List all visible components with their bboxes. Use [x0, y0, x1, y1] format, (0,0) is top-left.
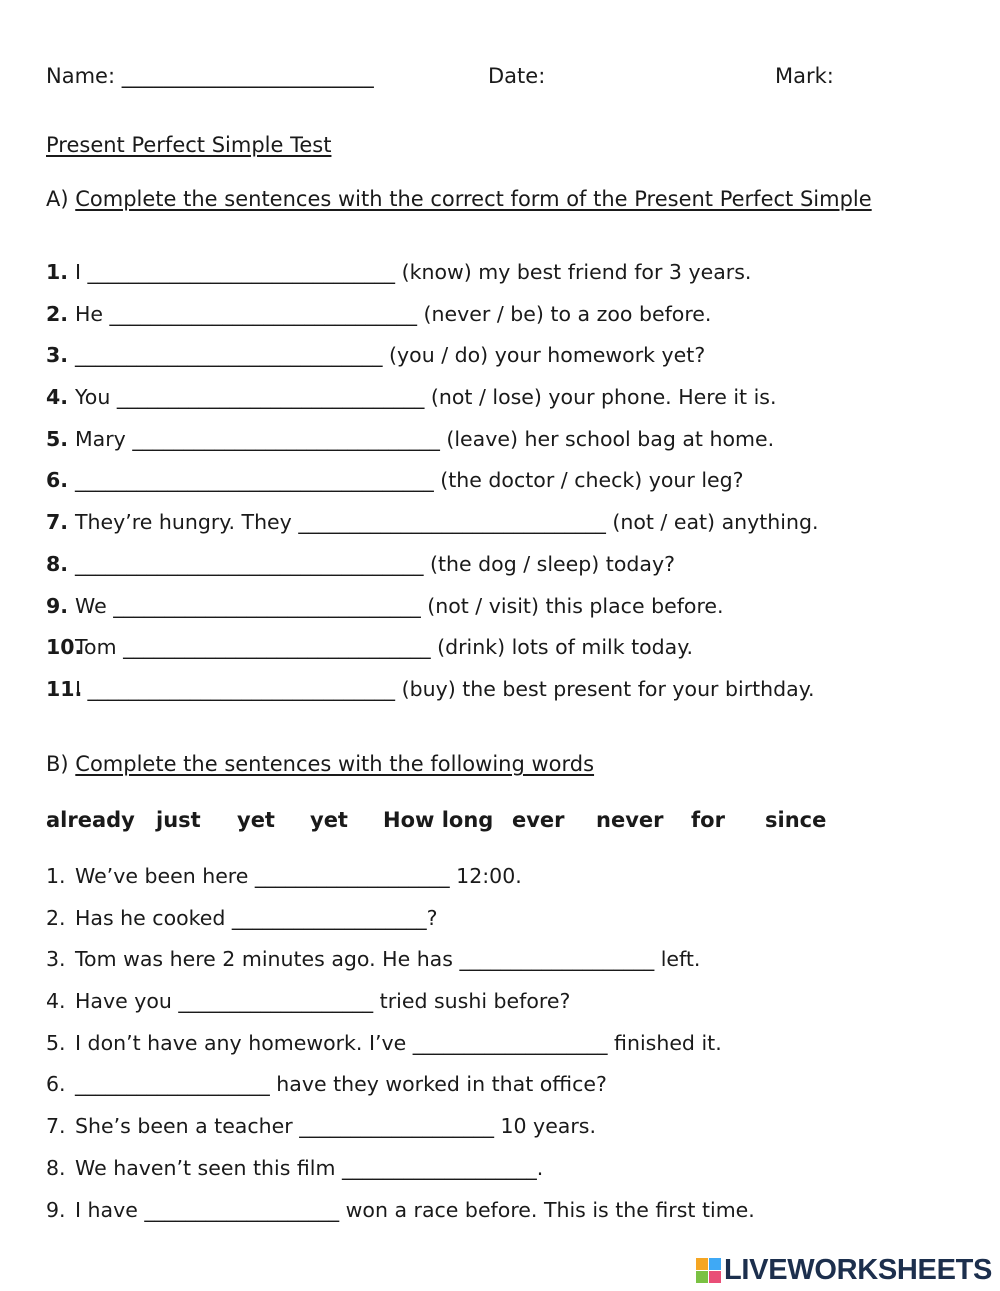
section-a-item — [46, 627, 819, 669]
section-b-item-number: 2. — [46, 905, 66, 930]
word-bank-word: ever — [512, 808, 565, 832]
section-a-item-number: 4. — [46, 385, 69, 410]
logo-block — [696, 1271, 708, 1283]
section-a-item-text: Mary ______________________________ (leave) her school bag at home. — [75, 426, 775, 451]
section-b-item-text: I have ___________________ won a race before. This is the first time. — [75, 1197, 755, 1222]
section-a-item — [46, 377, 819, 419]
section-b-item-number: 7. — [46, 1114, 66, 1139]
section-b-item-text: ___________________ have they worked in that office? — [75, 1072, 607, 1097]
section-a-item-text: ______________________________ (you / do) your homework yet? — [75, 343, 706, 368]
section-a-item-text: __________________________________ (the dog / sleep) today? — [75, 551, 675, 576]
word-bank-word: for — [691, 808, 725, 832]
section-b-item — [46, 939, 755, 981]
section-a-item-number: 11. — [46, 676, 83, 701]
word-bank-word: already — [46, 808, 135, 832]
liveworksheets-logo — [696, 1252, 992, 1288]
section-b-item-number: 4. — [46, 989, 66, 1014]
section-b-letter: B) — [46, 752, 69, 776]
section-a-item — [46, 335, 819, 377]
section-a-list — [46, 252, 819, 711]
section-b-item — [46, 981, 755, 1023]
name-field-label: Name: ________________________ — [46, 64, 374, 88]
section-b-item-number: 5. — [46, 1030, 66, 1055]
section-a-item-number: 1. — [46, 260, 69, 284]
word-bank-word: since — [765, 808, 827, 832]
section-a-item-text: He ______________________________ (never / be) to a zoo before. — [75, 301, 712, 326]
section-a-item-text: We ______________________________ (not / visit) this place before. — [75, 593, 724, 618]
section-a-item-number: 6. — [46, 468, 69, 493]
section-a-item — [46, 419, 819, 461]
section-b-item — [46, 898, 755, 940]
logo-block — [709, 1271, 721, 1283]
section-b-item — [46, 1106, 755, 1148]
section-b-heading — [46, 752, 594, 776]
section-a-item — [46, 586, 819, 628]
section-a-item-text: They’re hungry. They ______________________________ (not / eat) anything. — [75, 510, 819, 535]
section-b-item-number: 6. — [46, 1072, 66, 1097]
section-a-item — [46, 460, 819, 502]
section-a-item-text: ___________________________________ (the doctor / check) your leg? — [75, 468, 744, 493]
section-a-instruction: Complete the sentences with the correct form of the Present Perfect Simple — [75, 187, 872, 211]
section-b-item-number: 8. — [46, 1155, 66, 1180]
section-a-letter: A) — [46, 187, 69, 211]
section-a-item — [46, 252, 819, 294]
section-b-item — [46, 856, 755, 898]
section-b-item-text: We’ve been here ___________________ 12:00. — [75, 864, 522, 888]
section-a-heading — [46, 187, 872, 211]
mark-field-label: Mark: — [775, 64, 834, 88]
word-bank-word: How long — [383, 808, 494, 832]
section-b-item-number: 3. — [46, 947, 66, 972]
section-b-item — [46, 1023, 755, 1065]
page-title: Present Perfect Simple Test — [46, 133, 332, 157]
section-b-item — [46, 1064, 755, 1106]
word-bank-word: never — [596, 808, 664, 832]
word-bank-word: yet — [237, 808, 275, 832]
section-a-item-text: I ______________________________ (buy) the best present for your birthday. — [75, 676, 815, 701]
section-b-item-text: We haven’t seen this film ___________________. — [75, 1155, 544, 1180]
logo-block — [696, 1258, 708, 1270]
section-a-item-number: 10. — [46, 635, 83, 660]
section-b-list — [46, 856, 755, 1231]
section-b-item-number: 1. — [46, 864, 66, 888]
header-row — [46, 64, 960, 98]
section-a-item-number: 2. — [46, 301, 69, 326]
section-a-item-text: You ______________________________ (not / lose) your phone. Here it is. — [75, 385, 777, 410]
date-field-label: Date: — [488, 64, 546, 88]
section-a-item-text: I ______________________________ (know) my best friend for 3 years. — [75, 260, 752, 284]
section-b-item-text: Have you ___________________ tried sushi before? — [75, 989, 571, 1014]
section-a-item — [46, 544, 819, 586]
section-a-item-number: 5. — [46, 426, 69, 451]
section-a-item — [46, 502, 819, 544]
section-a-item-text: Tom ______________________________ (drink) lots of milk today. — [75, 635, 693, 660]
section-b-item — [46, 1190, 755, 1232]
section-a-item-number: 8. — [46, 551, 69, 576]
section-a-item — [46, 669, 819, 711]
section-b-instruction: Complete the sentences with the following words — [75, 752, 595, 776]
section-b-item-text: Has he cooked ___________________? — [75, 905, 438, 930]
logo-block — [709, 1258, 721, 1270]
section-b-item-text: She’s been a teacher ___________________ 10 years. — [75, 1114, 596, 1139]
section-a-item-number: 3. — [46, 343, 69, 368]
section-b-item-text: Tom was here 2 minutes ago. He has ___________________ left. — [75, 947, 701, 972]
section-b-item — [46, 1148, 755, 1190]
section-b-item-text: I don’t have any homework. I’ve ___________________ finished it. — [75, 1030, 722, 1055]
section-a-item — [46, 294, 819, 336]
word-bank-word: just — [156, 808, 201, 832]
section-a-item-number: 9. — [46, 593, 69, 618]
word-bank-word: yet — [310, 808, 348, 832]
section-a-item-number: 7. — [46, 510, 69, 535]
section-b-item-number: 9. — [46, 1197, 66, 1222]
logo-text: LIVEWORKSHEETS — [724, 1253, 993, 1286]
logo-blocks-icon — [696, 1258, 721, 1283]
